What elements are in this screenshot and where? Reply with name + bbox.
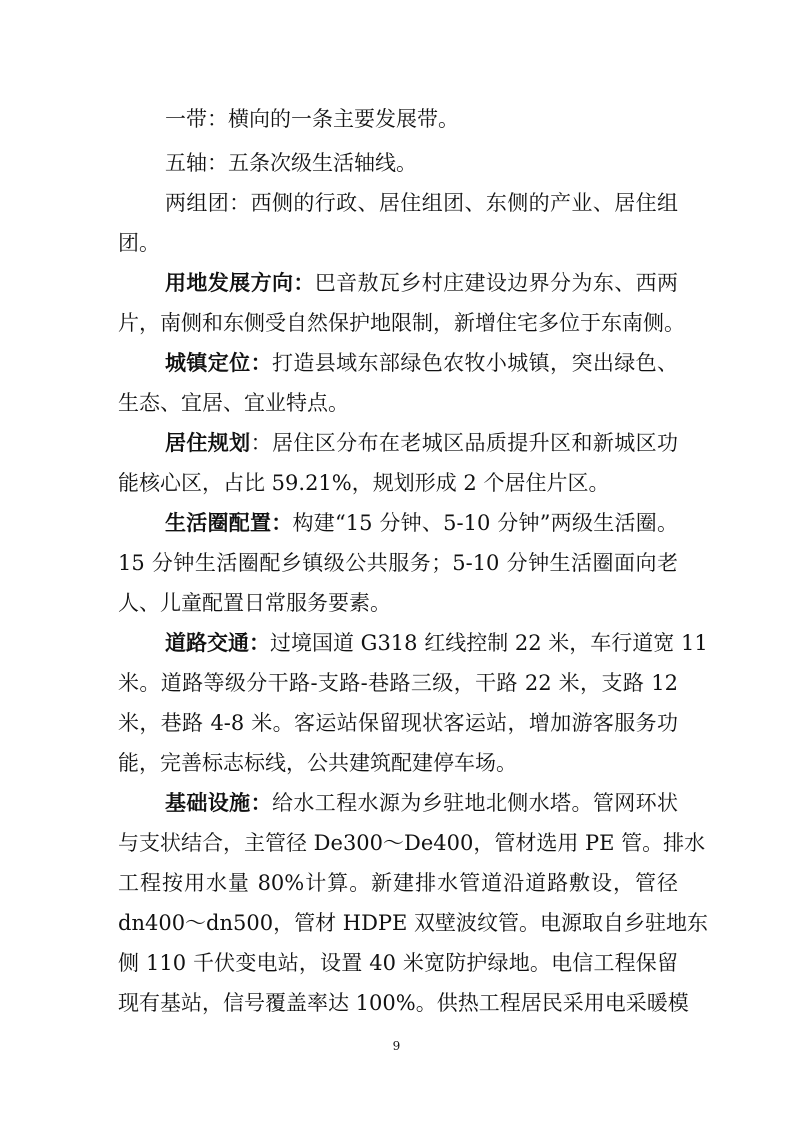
text-line	[118, 702, 678, 744]
text-line	[165, 142, 678, 184]
line-text: 米，巷路 4-8 米。客运站保留现状客运站，增加游客服务功	[118, 711, 678, 735]
line-text: 15 分钟生活圈配乡镇级公共服务；5-10 分钟生活圈面向老	[118, 551, 678, 575]
section-heading: 城镇定位：	[165, 351, 272, 375]
section-heading: 道路交通：	[165, 631, 270, 655]
text-line	[118, 942, 678, 984]
text-line	[118, 862, 678, 904]
paragraph-line	[165, 422, 678, 464]
paragraph-line	[165, 622, 708, 664]
line-text: 过境国道 G318 红线控制 22 米，车行道宽 11	[270, 631, 708, 655]
line-text: 能核心区，占比 59.21%，规划形成 2 个居住片区。	[118, 471, 610, 495]
text-line	[118, 542, 678, 584]
line-text: 生态、宜居、宜业特点。	[118, 391, 349, 415]
line-text: 人、儿童配置日常服务要素。	[118, 591, 391, 615]
section-heading: 居住规划	[165, 431, 251, 455]
line-text: 一带：横向的一条主要发展带。	[165, 107, 459, 131]
line-text: 给水工程水源为乡驻地北侧水塔。管网环状	[271, 791, 679, 815]
line-text: 工程按用水量 80%计算。新建排水管道沿道路敷设，管径	[118, 871, 678, 895]
text-line	[118, 462, 678, 504]
text-line	[118, 382, 678, 424]
line-text: 片，南侧和东侧受自然保护地限制，新增住宅多位于东南侧。	[118, 311, 685, 335]
line-text: 巴音敖瓦乡村庄建设边界分为东、西两	[314, 271, 679, 295]
line-text: 与支状结合，主管径 De300～De400，管材选用 PE 管。排水	[118, 831, 706, 855]
line-text: 构建“15 分钟、5-10 分钟”两级生活圈。	[292, 511, 678, 535]
text-line	[165, 98, 678, 140]
line-text: 现有基站，信号覆盖率达 100%。供热工程居民采用电采暖模	[118, 991, 689, 1015]
page-number: 9	[392, 1039, 401, 1053]
line-text: dn400～dn500，管材 HDPE 双壁波纹管。电源取自乡驻地东	[118, 911, 709, 935]
text-line	[118, 582, 678, 624]
section-heading: 基础设施：	[165, 791, 272, 815]
line-text: 团。	[118, 231, 160, 255]
paragraph-line	[165, 342, 678, 384]
text-line	[118, 902, 709, 944]
line-text: 五轴：五条次级生活轴线。	[165, 151, 417, 175]
text-line	[118, 982, 689, 1024]
section-heading: 生活圈配置：	[165, 511, 293, 535]
text-line	[118, 822, 706, 864]
line-text: ：居住区分布在老城区品质提升区和新城区功	[250, 431, 679, 455]
line-text: 米。道路等级分干路-支路-巷路三级，干路 22 米，支路 12	[118, 671, 678, 695]
line-text: 两组团：西侧的行政、居住组团、东侧的产业、居住组	[165, 191, 678, 215]
section-heading: 用地发展方向：	[165, 271, 315, 295]
line-text: 打造县域东部绿色农牧小城镇，突出绿色、	[271, 351, 679, 375]
text-line	[118, 742, 678, 784]
text-line	[165, 182, 678, 224]
line-text: 能，完善标志标线，公共建筑配建停车场。	[118, 751, 517, 775]
text-line	[118, 662, 678, 704]
text-line	[118, 222, 678, 264]
paragraph-line	[165, 502, 678, 544]
paragraph-line	[165, 262, 678, 304]
text-line	[118, 302, 685, 344]
line-text: 侧 110 千伏变电站，设置 40 米宽防护绿地。电信工程保留	[118, 951, 678, 975]
paragraph-line	[165, 782, 678, 824]
